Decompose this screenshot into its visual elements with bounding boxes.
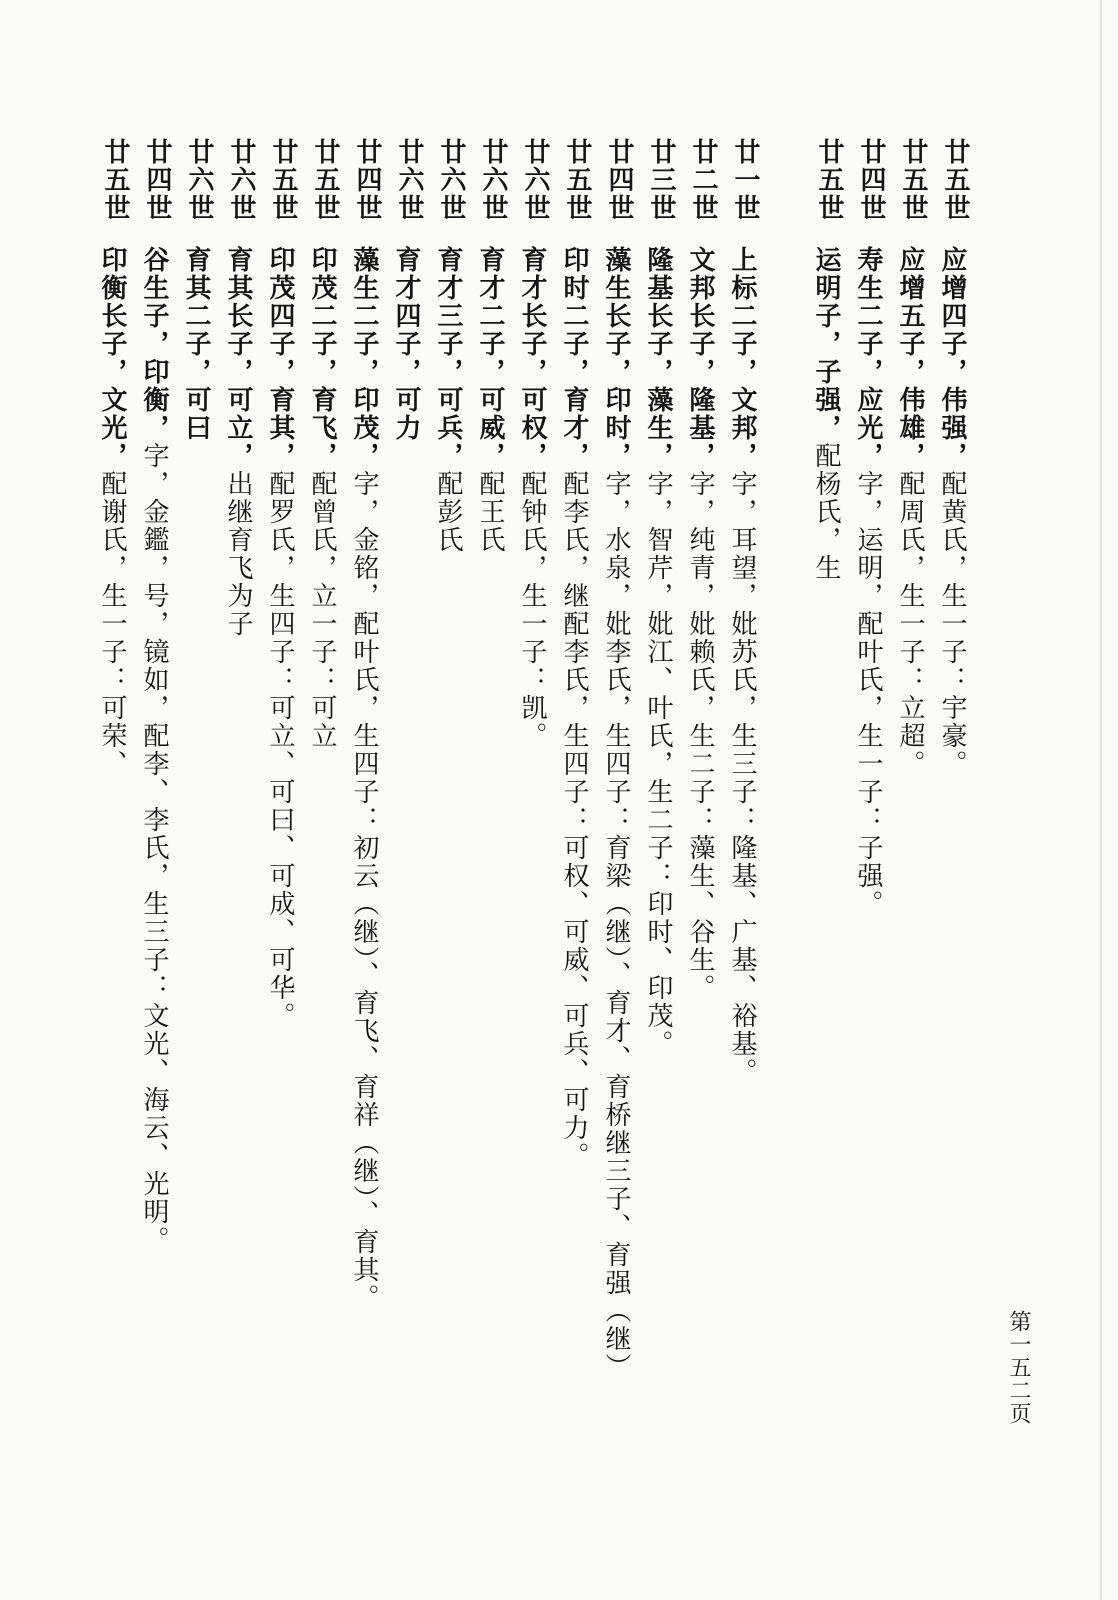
entry-detail: 配曾氏，立一子：可立 bbox=[307, 470, 337, 750]
entry-text bbox=[342, 246, 386, 1426]
entry-3 bbox=[846, 138, 890, 1428]
entry-detail: 配彭氏 bbox=[433, 470, 463, 554]
entry-detail: 配李氏，继配李氏，生四子：可权、可威、可兵、可力。 bbox=[559, 470, 589, 1170]
entry-detail: 配罗氏，生四子：可立、可曰、可成、可华。 bbox=[265, 470, 295, 1030]
entry-detail: 配王氏 bbox=[475, 470, 505, 554]
entry-16 bbox=[258, 138, 302, 1428]
entry-detail: 字，纯青，妣赖氏，生二子：藻生、谷生。 bbox=[685, 470, 715, 1002]
entry-text bbox=[804, 246, 848, 1426]
generation-label: 廿二世 bbox=[688, 138, 718, 222]
generation-label: 廿六世 bbox=[394, 138, 424, 222]
entry-text bbox=[468, 246, 512, 1426]
entry-text bbox=[384, 246, 428, 1426]
entry-head: 上标二子，文邦， bbox=[727, 246, 757, 470]
generation-label: 廿五世 bbox=[940, 138, 970, 222]
entry-detail: 字，金鑑，号，镜如，配李、李氏，生三子：文光、海云、光明。 bbox=[139, 442, 169, 1254]
entry-text bbox=[90, 246, 134, 1426]
generation-label: 廿四世 bbox=[856, 138, 886, 222]
entry-head: 育才四子，可力 bbox=[391, 246, 421, 442]
entry-detail: 配周氏，生一子：立超。 bbox=[895, 470, 925, 778]
entry-head: 育才长子，可权， bbox=[517, 246, 547, 470]
entry-text bbox=[846, 246, 890, 1426]
entry-text bbox=[426, 246, 470, 1426]
generation-label: 廿三世 bbox=[646, 138, 676, 222]
page-edge bbox=[1100, 0, 1102, 1600]
entry-text bbox=[174, 246, 218, 1426]
entry-detail: 配钟氏，生一子：凯。 bbox=[517, 470, 547, 750]
entry-detail: 字，金铭，配叶氏，生四子：初云（继）、育飞、育祥（继）、育其。 bbox=[349, 470, 379, 1312]
generation-label: 廿六世 bbox=[478, 138, 508, 222]
entry-head: 谷生子，印衡， bbox=[139, 246, 169, 442]
entry-head: 育才二子，可威， bbox=[475, 246, 505, 470]
entry-detail: 配杨氏，生 bbox=[811, 442, 841, 582]
entry-text bbox=[888, 246, 932, 1426]
entry-detail: 字，耳望，妣苏氏，生三子：隆基、广基、裕基。 bbox=[727, 470, 757, 1086]
entry-text bbox=[510, 246, 554, 1426]
entry-detail: 出继育飞为子 bbox=[223, 470, 253, 638]
entry-11 bbox=[468, 138, 512, 1428]
entry-head: 育其二子，可曰 bbox=[181, 246, 211, 442]
entry-head: 藻生长子，印时， bbox=[601, 246, 631, 470]
entry-20 bbox=[90, 138, 134, 1428]
entry-text bbox=[636, 246, 680, 1426]
generation-label: 廿六世 bbox=[520, 138, 550, 222]
entry-5 bbox=[720, 138, 764, 1428]
entry-text bbox=[132, 246, 176, 1426]
entry-2 bbox=[888, 138, 932, 1428]
entry-head: 隆基长子，藻生， bbox=[643, 246, 673, 470]
entry-head: 印衡长子，文光， bbox=[97, 246, 127, 470]
entry-detail: 配黄氏，生一子：宇豪。 bbox=[937, 470, 967, 778]
entry-head: 应增五子，伟雄， bbox=[895, 246, 925, 470]
entry-text bbox=[594, 246, 638, 1426]
generation-label: 廿五世 bbox=[310, 138, 340, 222]
entry-head: 印时二子，育才， bbox=[559, 246, 589, 470]
generation-label: 廿五世 bbox=[268, 138, 298, 222]
entry-text bbox=[552, 246, 596, 1426]
entry-detail: 字，水泉，妣李氏，生四子：育梁（继）、育才、育桥继三子、育强（继） bbox=[601, 470, 631, 1381]
generation-label: 廿五世 bbox=[562, 138, 592, 222]
entry-9 bbox=[552, 138, 596, 1428]
entry-detail: 字，智芹，妣江、叶氏，生二子：印时、印茂。 bbox=[643, 470, 673, 1058]
entry-text bbox=[930, 246, 974, 1426]
entry-head: 寿生二子，应光， bbox=[853, 246, 883, 470]
entry-head: 运明子，子强， bbox=[811, 246, 841, 442]
generation-label: 廿一世 bbox=[730, 138, 760, 222]
generation-label: 廿四世 bbox=[142, 138, 172, 222]
generation-label: 廿六世 bbox=[184, 138, 214, 222]
entry-text bbox=[258, 246, 302, 1426]
generation-label: 廿五世 bbox=[898, 138, 928, 222]
generation-label: 廿六世 bbox=[226, 138, 256, 222]
entry-12 bbox=[426, 138, 470, 1428]
entry-head: 印茂四子，育其， bbox=[265, 246, 295, 470]
entry-18 bbox=[174, 138, 218, 1428]
entry-15 bbox=[300, 138, 344, 1428]
entry-14 bbox=[342, 138, 386, 1428]
entry-head: 应增四子，伟强， bbox=[937, 246, 967, 470]
entry-head: 育其长子，可立， bbox=[223, 246, 253, 470]
entry-text bbox=[300, 246, 344, 1426]
entry-4 bbox=[804, 138, 848, 1428]
entry-text bbox=[216, 246, 260, 1426]
generation-label: 廿四世 bbox=[352, 138, 382, 222]
entry-19 bbox=[132, 138, 176, 1428]
entry-8 bbox=[594, 138, 638, 1428]
generation-label: 廿五世 bbox=[814, 138, 844, 222]
entry-head: 印茂二子，育飞， bbox=[307, 246, 337, 470]
entry-17 bbox=[216, 138, 260, 1428]
entry-head: 育才三子，可兵， bbox=[433, 246, 463, 470]
entry-1 bbox=[930, 138, 974, 1428]
generation-label: 廿四世 bbox=[604, 138, 634, 222]
entry-13 bbox=[384, 138, 428, 1428]
generation-label: 廿五世 bbox=[100, 138, 130, 222]
entry-head: 藻生二子，印茂， bbox=[349, 246, 379, 470]
entry-6 bbox=[678, 138, 722, 1428]
entry-text bbox=[720, 246, 764, 1426]
entry-10 bbox=[510, 138, 554, 1428]
entry-7 bbox=[636, 138, 680, 1428]
entry-text bbox=[678, 246, 722, 1426]
entry-head: 文邦长子，隆基， bbox=[685, 246, 715, 470]
page-number: 第一五二页 bbox=[1006, 1310, 1031, 1425]
entry-detail: 字，运明，配叶氏，生一子：子强。 bbox=[853, 470, 883, 918]
entry-detail: 配谢氏，生一子：可荣、 bbox=[97, 470, 127, 778]
generation-label: 廿六世 bbox=[436, 138, 466, 222]
